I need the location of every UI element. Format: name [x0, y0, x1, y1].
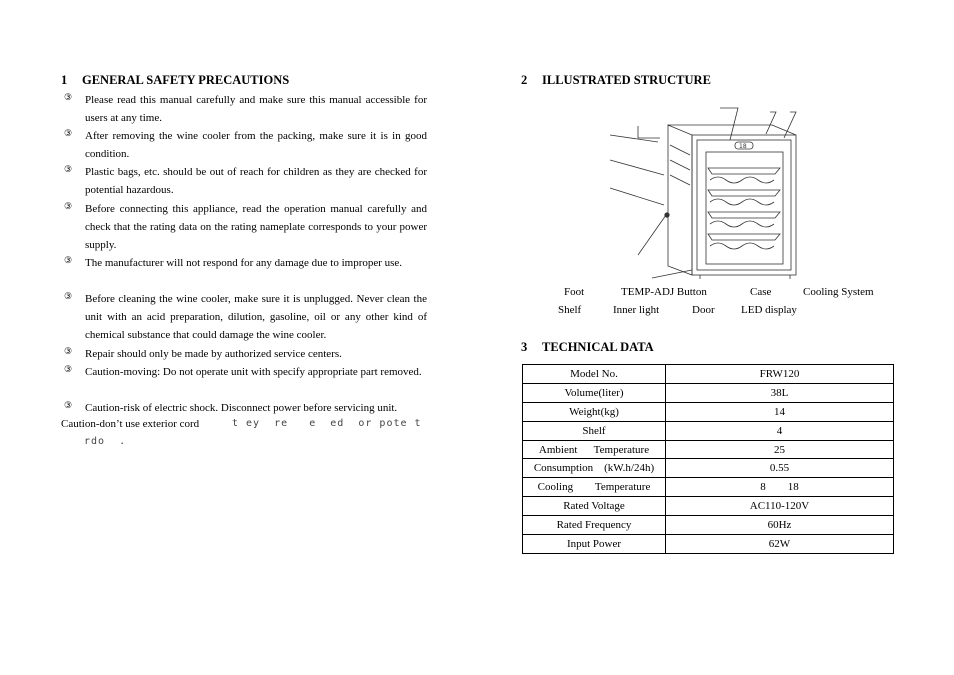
table-row	[523, 535, 894, 554]
table-row	[523, 383, 894, 402]
technical-data-table	[522, 364, 894, 554]
cord-caution-text: Caution-don’t use exterior cord	[61, 418, 200, 430]
vent-line	[670, 160, 690, 170]
bullet-icon: ③	[63, 291, 73, 301]
table-cell-value: 60Hz	[666, 516, 894, 535]
safety-item-text: After removing the wine cooler from the packing, make sure it is in good condition.	[85, 130, 427, 160]
table-cell-value: AC110-120V	[666, 497, 894, 516]
table-row	[523, 478, 894, 497]
door-inner-frame	[697, 140, 791, 270]
door-frame	[692, 135, 796, 275]
section-3-title: TECHNICAL DATA	[542, 340, 654, 354]
leader-line	[610, 188, 664, 205]
safety-item-5	[62, 254, 427, 272]
safety-item-3	[62, 163, 427, 199]
leader-line	[766, 112, 776, 134]
label-led-display: LED display	[741, 304, 797, 316]
label-inner-light: Inner light	[613, 304, 660, 316]
table-row	[523, 516, 894, 535]
shelf-2	[708, 190, 780, 196]
bottle-row-1	[710, 177, 774, 183]
safety-item-4	[62, 200, 427, 254]
bottle-row-4	[710, 243, 774, 249]
vent-line	[670, 145, 690, 155]
safety-item-6	[62, 290, 427, 344]
table-cell-key: Ambient Temperature	[523, 440, 666, 459]
label-temp-adj-button: TEMP-ADJ Button	[621, 286, 707, 298]
bullet-icon: ③	[63, 201, 73, 211]
table-row	[523, 440, 894, 459]
bottle-row-2	[710, 199, 774, 205]
safety-item-text: Before connecting this appliance, read the operation manual carefully and check that the rating data on the rating nameplate corresponds to your power supply.	[85, 203, 427, 251]
shelf-4	[708, 234, 780, 240]
section-1-number: 1	[61, 73, 68, 87]
table-cell-key: Consumption (kW.h/24h)	[523, 459, 666, 478]
temp-adj-button-icon	[664, 212, 669, 217]
wine-cooler-diagram	[600, 100, 800, 285]
table-cell-key: Model No.	[523, 365, 666, 384]
cord-caution-fragment-2: rdo .	[84, 436, 127, 447]
table-cell-key: Shelf	[523, 421, 666, 440]
safety-item-text: Caution-risk of electric shock. Disconnect power before servicing unit.	[85, 402, 398, 414]
shelf-1	[708, 168, 780, 174]
leader-line	[610, 160, 664, 175]
leader-line	[638, 126, 660, 138]
safety-item-text: Before cleaning the wine cooler, make sure it is unplugged. Never clean the unit with an acid preparation, dilution, gasoline, oil or any other kind of chemical substance that could damage the wine cooler.	[85, 293, 427, 341]
table-row	[523, 365, 894, 384]
safety-item-text: Caution-moving: Do not operate unit with specify appropriate part removed.	[85, 366, 422, 378]
vent-line	[670, 175, 690, 185]
table-row	[523, 459, 894, 478]
section-2-number: 2	[521, 73, 528, 87]
table-cell-value: 4	[666, 421, 894, 440]
cabinet-side	[668, 125, 692, 275]
bullet-icon: ③	[63, 346, 73, 356]
section-3-heading	[521, 340, 654, 355]
safety-item-text: Plastic bags, etc. should be out of reach for children as they are checked for potential hazardous.	[85, 166, 427, 196]
leader-line	[610, 135, 658, 142]
table-cell-key: Volume(liter)	[523, 383, 666, 402]
table-cell-key: Cooling Temperature	[523, 478, 666, 497]
label-door: Door	[692, 304, 715, 316]
label-foot: Foot	[564, 286, 585, 298]
bullet-icon: ③	[63, 255, 73, 265]
table-cell-value: 8 18	[666, 478, 894, 497]
shelf-3	[708, 212, 780, 218]
safety-item-2	[62, 127, 427, 163]
bullet-icon: ③	[63, 400, 73, 410]
table-cell-value: FRW120	[666, 365, 894, 384]
label-cooling-system: Cooling System	[803, 286, 874, 298]
leader-line	[638, 215, 666, 255]
safety-item-8	[62, 363, 427, 381]
bullet-icon: ③	[63, 128, 73, 138]
section-2-title: ILLUSTRATED STRUCTURE	[542, 73, 711, 87]
safety-item-7	[62, 345, 427, 363]
table-cell-key: Weight(kg)	[523, 402, 666, 421]
safety-item-text: The manufacturer will not respond for any damage due to improper use.	[85, 257, 403, 269]
label-case: Case	[750, 286, 772, 298]
section-3-number: 3	[521, 340, 528, 354]
table-cell-value: 25	[666, 440, 894, 459]
bullet-icon: ③	[63, 164, 73, 174]
cabinet-top-right-edge	[772, 125, 796, 135]
bottle-row-3	[710, 221, 774, 227]
bullet-icon: ③	[63, 92, 73, 102]
table-cell-key: Input Power	[523, 535, 666, 554]
safety-item-text: Please read this manual carefully and make sure this manual accessible for users at any time.	[85, 94, 427, 124]
section-2-heading	[521, 73, 711, 88]
label-shelf: Shelf	[558, 304, 582, 316]
table-row	[523, 497, 894, 516]
table-cell-value: 38L	[666, 383, 894, 402]
table-row	[523, 421, 894, 440]
bullet-icon: ③	[63, 364, 73, 374]
cord-caution-fragment: t ey re e ed or pote t	[232, 418, 422, 429]
safety-item-text: Repair should only be made by authorized service centers.	[85, 348, 342, 360]
table-cell-value: 0.55	[666, 459, 894, 478]
section-1-heading	[61, 73, 289, 88]
table-cell-value: 14	[666, 402, 894, 421]
table-row	[523, 402, 894, 421]
table-cell-key: Rated Frequency	[523, 516, 666, 535]
section-1-title: GENERAL SAFETY PRECAUTIONS	[82, 73, 290, 87]
table-cell-value: 62W	[666, 535, 894, 554]
led-display-text: 18	[739, 143, 747, 150]
leader-line	[652, 270, 692, 278]
table-cell-key: Rated Voltage	[523, 497, 666, 516]
safety-item-1	[62, 91, 427, 127]
